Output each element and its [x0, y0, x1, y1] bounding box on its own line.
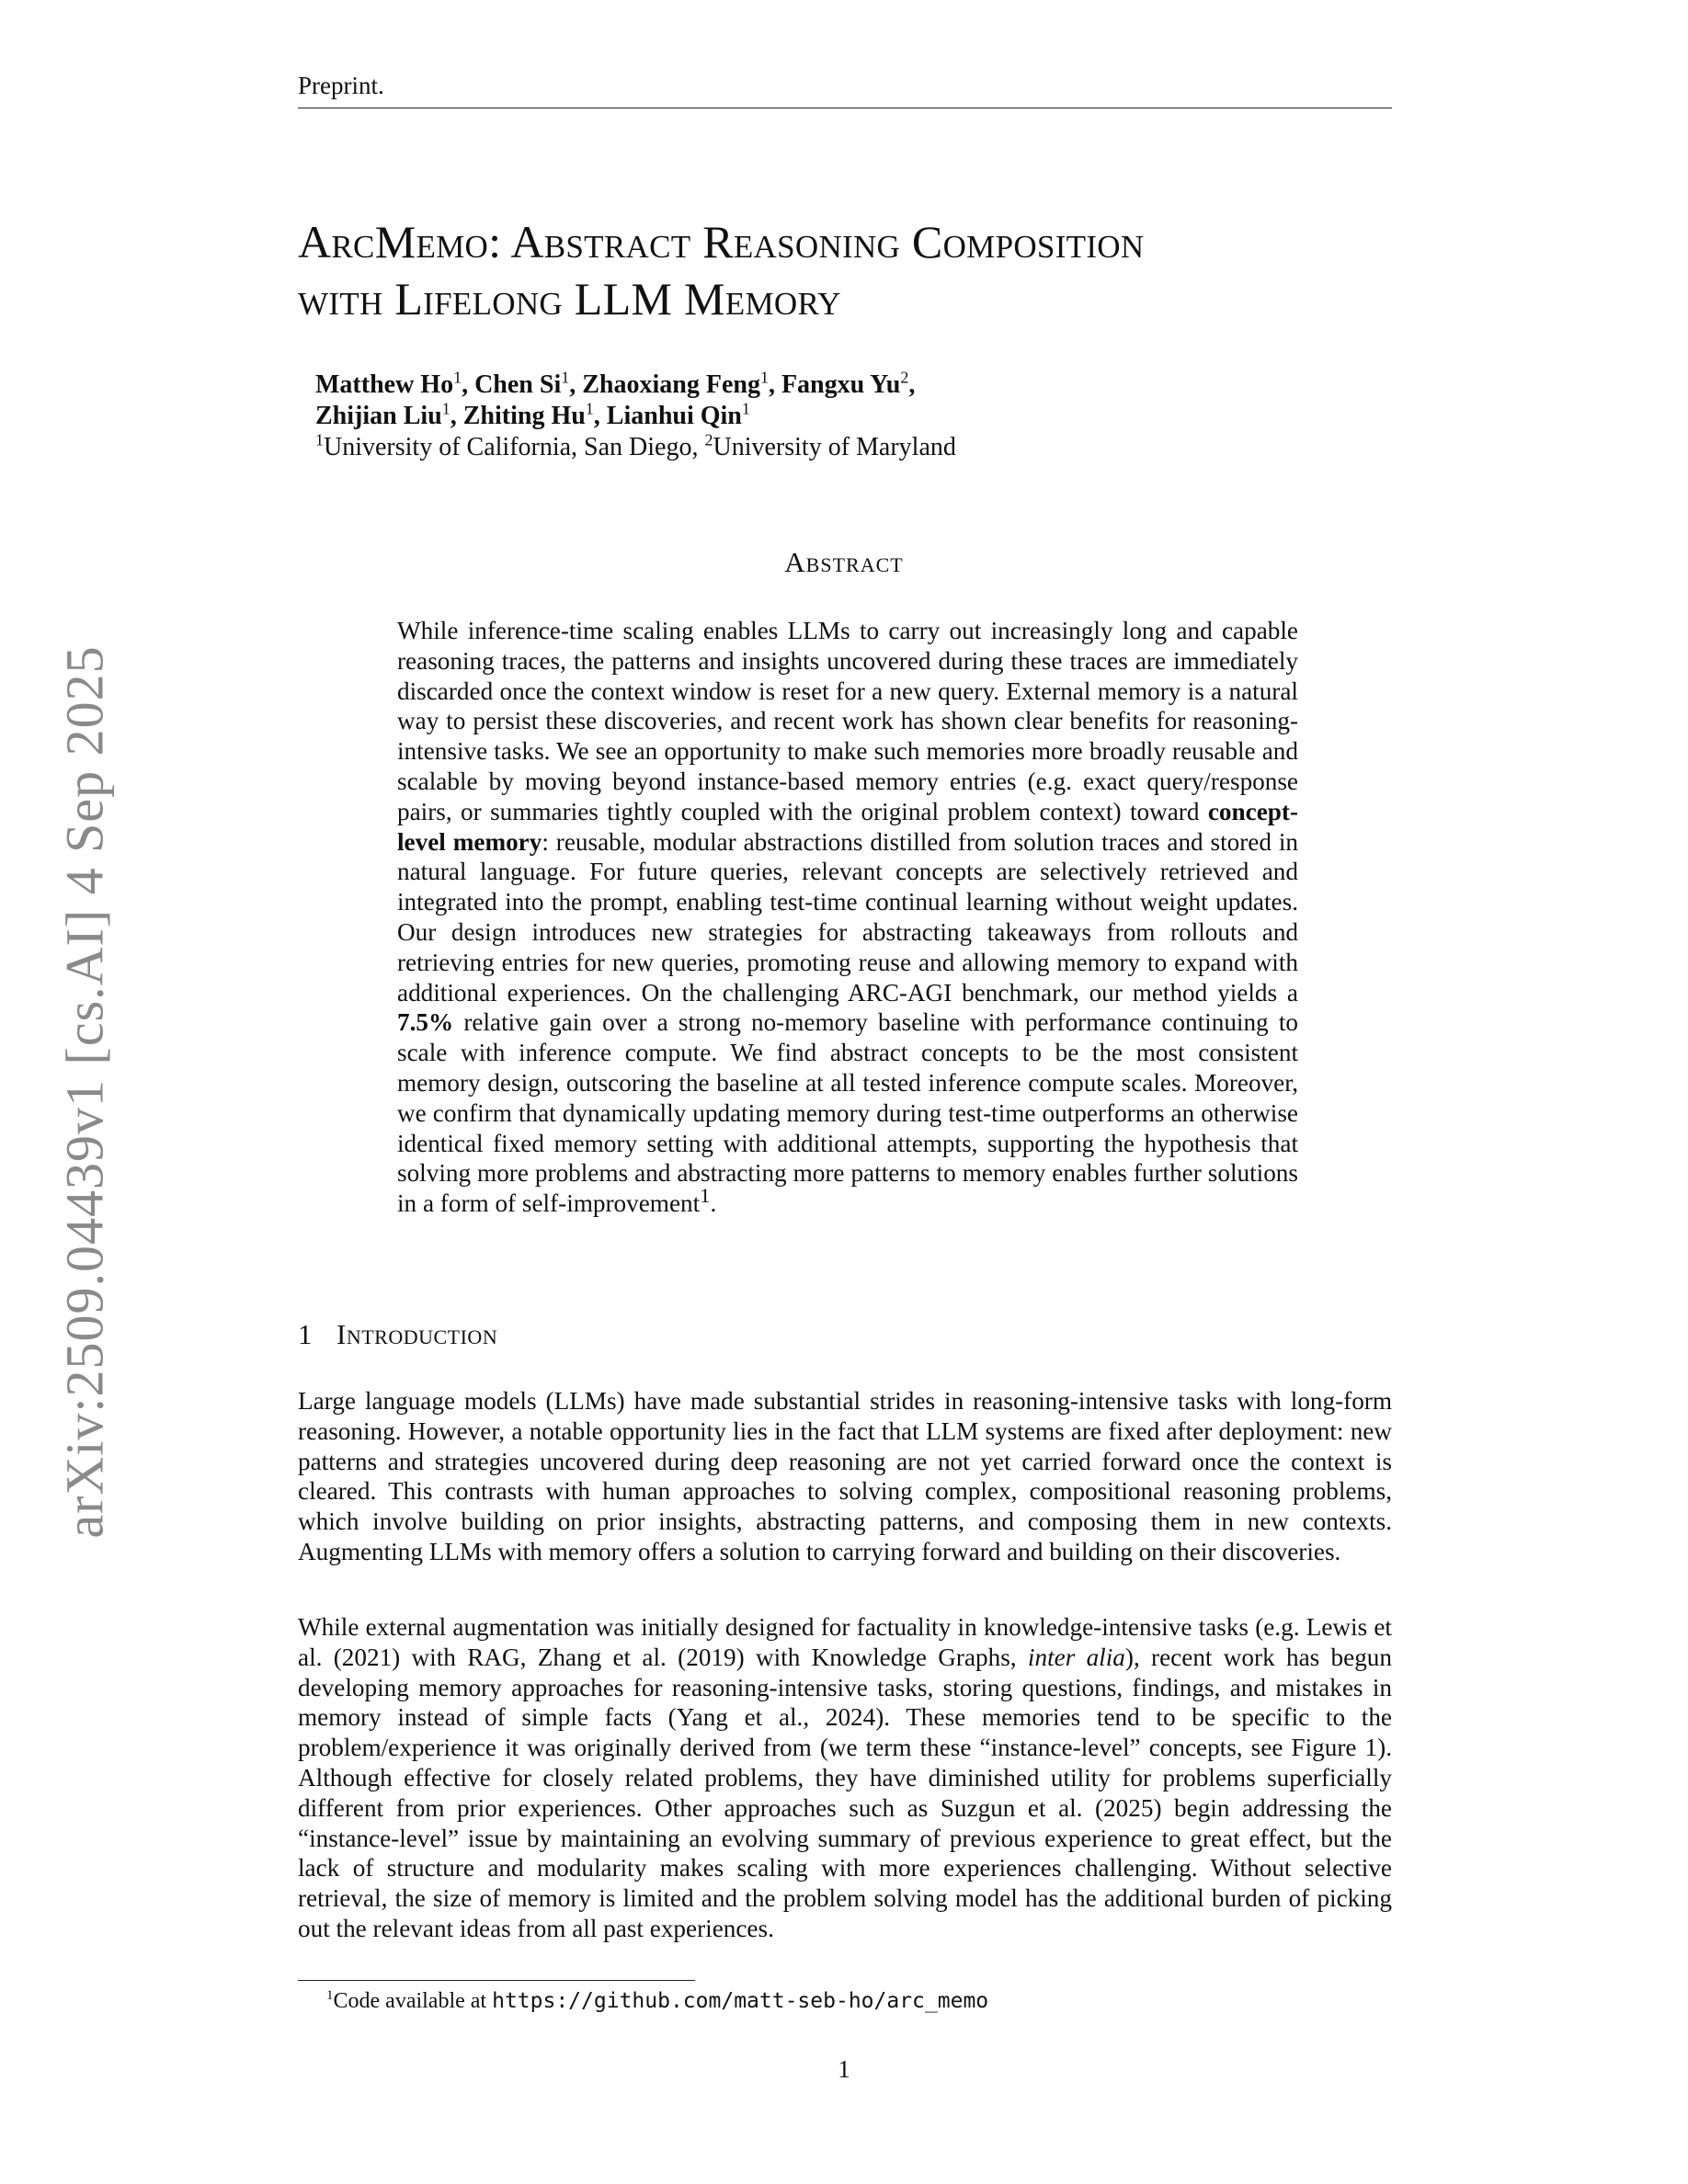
- author-line-2: [315, 401, 1327, 432]
- intro-paragraph-2: [298, 1612, 1392, 1944]
- abstract-emphasis: 7.5%: [397, 1008, 454, 1037]
- abstract-emphasis: concept-level memory: [397, 797, 1298, 856]
- author-separator: ,: [569, 370, 583, 399]
- footnote-text: Code available at: [333, 1989, 493, 2013]
- author-affiliation-mark: 1: [453, 368, 462, 387]
- paragraph-text: ), recent work has begun developing memory approaches for reasoning-intensive tasks, storing questions, findings, and mistakes in memory instead of simple facts (Yang et al., 2024). These memories tend to be specific to the problem/experience it was originally derived from (we term these “instance-level” concepts, see Figure 1). Although effective for closely related problems, they have diminished utility for problems superficially different from prior experiences. Other approaches such as Suzgun et al. (2025) begin addressing the “instance-level” issue by maintaining an evolving summary of previous experience to great effect, but the lack of structure and modularity makes scaling with more experiences challenging. Without selective retrieval, the size of memory is limited and the problem solving model has the additional burden of picking out the relevant ideas from all past experiences.: [298, 1643, 1392, 1942]
- title-line-2: with Lifelong LLM Memory: [298, 273, 841, 324]
- author-name: Fangxu Yu: [781, 370, 901, 399]
- intro-paragraph-1: Large language models (LLMs) have made substantial strides in reasoning-intensive tasks with long-form reasoning. However, a notable opportunity lies in the fact that LLM systems are fixed after deployment: new patterns and strategies uncovered during deep reasoning are not yet carried forward once the context is cleared. This contrasts with human approaches to solving complex, compositional reasoning problems, which involve building on prior insights, abstracting patterns, and composing them in new contexts. Augmenting LLMs with memory offers a solution to carrying forward and building on their discoveries.: [298, 1387, 1392, 1565]
- author-separator: ,: [462, 370, 475, 399]
- affiliation-1: University of California, San Diego,: [324, 433, 705, 461]
- author-name: Zhijian Liu: [315, 402, 442, 430]
- author-affiliation-mark: 1: [741, 399, 750, 418]
- title-line-1: ArcMemo: Abstract Reasoning Composition: [298, 216, 1145, 267]
- author-line-1: [315, 370, 1327, 401]
- running-header: [298, 72, 1392, 108]
- abstract-text: .: [710, 1189, 717, 1218]
- header-label: Preprint.: [298, 72, 384, 99]
- author-affiliation-mark: 1: [561, 368, 570, 387]
- affiliation-2: University of Maryland: [713, 433, 956, 461]
- section-heading-introduction: [298, 1318, 1125, 1351]
- abstract-text: : reusable, modular abstractions distilled from solution traces and stored in natural language. For future queries, relevant concepts are selectively retrieved and integrated into the prompt, enabling test-time continual learning without weight updates. Our design introduces new strategies for abstracting takeaways from rollouts and retrieving entries for new queries, promoting reuse and allowing memory to expand with additional experiences. On the challenging ARC-AGI benchmark, our method yields a: [397, 827, 1299, 1007]
- paragraph-italic: inter alia: [1027, 1643, 1125, 1671]
- author-block: [315, 370, 1327, 463]
- author-name: Lianhui Qin: [606, 402, 742, 430]
- author-separator: ,: [593, 402, 607, 430]
- author-affiliation-mark: 1: [759, 368, 769, 387]
- footnote-rule: [298, 1980, 695, 1981]
- author-separator: ,: [450, 402, 463, 430]
- page-number: 1: [838, 2055, 850, 2083]
- affiliation-mark: 2: [704, 430, 713, 449]
- section-title: Introduction: [336, 1318, 498, 1350]
- affiliations: [315, 432, 1327, 463]
- author-separator: ,: [908, 370, 916, 399]
- affiliation-mark: 1: [315, 430, 324, 449]
- author-name: Zhaoxiang Feng: [582, 370, 760, 399]
- footnote-mark: 1: [326, 1988, 334, 2003]
- author-affiliation-mark: 2: [900, 368, 909, 387]
- abstract-text: relative gain over a strong no-memory baseline with performance continuing to scale with inference compute. We find abstract concepts to be the most consistent memory design, outscoring the baseline at all tested inference compute scales. Moreover, we confirm that dynamically updating memory during test-time outperforms an otherwise identical fixed memory setting with additional attempts, supporting the hypothesis that solving more problems and abstracting more patterns to memory enables further solutions in a form of self-improvement: [397, 1008, 1298, 1218]
- arxiv-identifier[interactable]: arXiv:2509.04439v1 [cs.AI] 4 Sep 2025: [54, 645, 115, 1539]
- author-affiliation-mark: 1: [585, 399, 594, 418]
- author-separator: ,: [768, 370, 781, 399]
- footnote-reference[interactable]: 1: [700, 1184, 711, 1208]
- section-number: 1: [298, 1318, 313, 1350]
- author-name: Matthew Ho: [315, 370, 454, 399]
- footnote-code-link[interactable]: https://github.com/matt-seb-ho/arc_memo: [492, 1989, 989, 2013]
- abstract-heading: Abstract: [784, 546, 904, 578]
- abstract-body: [397, 616, 1298, 1219]
- abstract-text: While inference-time scaling enables LLMs to carry out increasingly long and capable reasoning traces, the patterns and insights uncovered during these traces are immediately discarded once the context window is reset for a new query. External memory is a natural way to persist these discoveries, and recent work has shown clear benefits for reasoning-intensive tasks. We see an opportunity to make such memories more broadly reusable and scalable by moving beyond instance-based memory entries (e.g. exact query/response pairs, or summaries tightly coupled with the original problem context) toward: [397, 617, 1298, 825]
- paper-title: [298, 213, 1401, 327]
- author-name: Chen Si: [474, 370, 562, 399]
- author-name: Zhiting Hu: [462, 402, 586, 430]
- footnote: [326, 1989, 1338, 2014]
- paragraph-text: While external augmentation was initially designed for factuality in knowledge-intensive tasks (e.g. Lewis et al. (2021) with RAG, Zhang et al. (2019) with Knowledge Graphs,: [298, 1613, 1392, 1671]
- author-affiliation-mark: 1: [441, 399, 451, 418]
